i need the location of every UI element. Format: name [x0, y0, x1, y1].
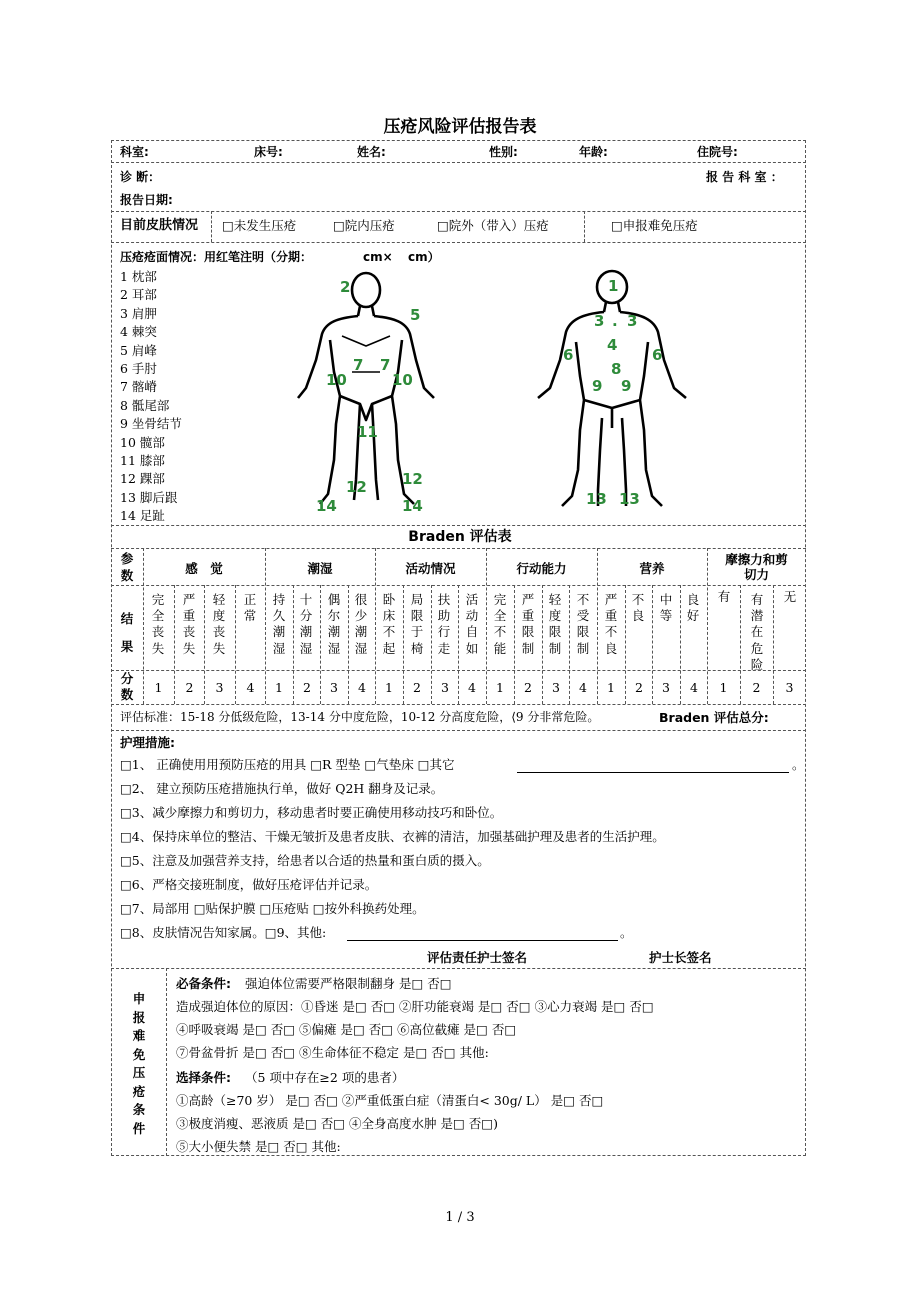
name-label: 姓名:	[357, 145, 386, 159]
braden-result-cell[interactable]: 轻度丧失	[212, 592, 226, 656]
other-9-fill-line[interactable]	[347, 940, 618, 941]
braden-score-cell[interactable]: 1	[385, 680, 393, 695]
front-marker: 10	[392, 371, 413, 389]
back-marker: 4	[607, 336, 618, 354]
back-marker: 8	[611, 360, 622, 378]
required-condition-line[interactable]: 造成强迫体位的原因：①昏迷 是□ 否□ ②肝功能衰竭 是□ 否□ ③心力衰竭 是□ 否□	[176, 999, 654, 1014]
care-end-1: 。	[792, 757, 805, 772]
optional-label: 选择条件:	[176, 1070, 231, 1085]
braden-result-cell[interactable]: 不受限制	[576, 592, 590, 656]
skin-option-inhospital[interactable]: □院内压疮	[333, 218, 395, 233]
back-marker: 13	[586, 490, 607, 508]
report-date-label: 报告日期:	[120, 193, 173, 207]
optional-condition-line[interactable]: ①高龄（≥70 岁） 是□ 否□ ②严重低蛋白症（清蛋白< 30g/ L） 是□ 否□	[176, 1093, 604, 1108]
braden-result-cell[interactable]: 严重限制	[521, 592, 535, 656]
braden-result-cell[interactable]: 扶助行走	[437, 592, 451, 656]
braden-result-cell[interactable]: 轻度限制	[548, 592, 562, 656]
braden-result-cell[interactable]: 持久潮湿	[272, 592, 286, 656]
braden-title: Braden 评估表	[408, 529, 512, 545]
page-title: 压疮风险评估报告表	[383, 117, 537, 137]
braden-score-cell[interactable]: 3	[662, 680, 670, 695]
declare-side-label: 申报难免压疮条件	[132, 991, 146, 1136]
braden-score-cell[interactable]: 1	[275, 680, 283, 695]
braden-group-friction-header: 摩擦力和剪切力	[725, 552, 788, 582]
care-heading: 护理措施:	[120, 735, 175, 750]
braden-result-cell[interactable]: 中等	[659, 592, 673, 624]
site-legend-item: 10 髋部	[120, 434, 165, 450]
param-label: 参数	[120, 551, 134, 583]
back-marker: 9	[621, 377, 632, 395]
optional-text: （5 项中存在≥2 项的患者）	[245, 1070, 405, 1085]
braden-result-cell[interactable]: 卧床不起	[382, 592, 396, 656]
care-item[interactable]: □3、减少摩擦力和剪切力，移动患者时要正确使用移动技巧和卧位。	[120, 805, 503, 820]
care-item[interactable]: □6、严格交接班制度，做好压疮评估并记录。	[120, 877, 378, 892]
back-marker: 3	[627, 312, 638, 330]
front-marker: 5	[410, 306, 421, 324]
back-marker: 6	[652, 346, 663, 364]
care-item[interactable]: □8、皮肤情况告知家属。□9、其他:	[120, 925, 327, 940]
braden-result-cell[interactable]: 严重不良	[604, 592, 618, 656]
site-legend-item: 4 棘突	[120, 324, 157, 340]
age-label: 年龄:	[579, 145, 608, 159]
score-label: 分数	[120, 671, 134, 702]
site-legend-item: 5 肩峰	[120, 342, 157, 358]
optional-condition-line[interactable]: ③极度消瘦、恶液质 是□ 否□ ④全身高度水肿 是□ 否□)	[176, 1116, 498, 1131]
braden-group-activity-header: 活动情况	[405, 561, 456, 576]
wound-cm-2: cm）	[408, 250, 440, 264]
admission-label: 住院号:	[697, 145, 738, 159]
site-legend-item: 11 膝部	[120, 453, 165, 469]
braden-score-cell[interactable]: 1	[154, 680, 163, 695]
skin-label: 目前皮肤情况	[120, 218, 199, 233]
braden-total-label: Braden 评估总分:	[659, 710, 769, 725]
front-marker: 14	[316, 497, 337, 515]
braden-result-cell[interactable]: 局限于椅	[410, 592, 424, 656]
dept-label: 科室:	[120, 145, 149, 159]
braden-score-cell[interactable]: 3	[215, 680, 224, 695]
braden-score-cell[interactable]: 4	[358, 680, 366, 695]
braden-group-sensory-header: 感 觉	[185, 561, 223, 576]
braden-score-cell[interactable]: 1	[496, 680, 504, 695]
braden-score-cell[interactable]: 1	[607, 680, 615, 695]
back-marker: 6	[563, 346, 574, 364]
page-number: 1 / 3	[445, 1210, 475, 1225]
skin-option-external[interactable]: □院外（带入）压疮	[437, 218, 549, 233]
site-legend-item: 13 脚后跟	[120, 489, 178, 505]
required-condition-line[interactable]: ④呼吸衰竭 是□ 否□ ⑤偏瘫 是□ 否□ ⑥高位截瘫 是□ 否□	[176, 1022, 517, 1037]
braden-score-cell[interactable]: 2	[413, 680, 421, 695]
braden-score-cell[interactable]: 3	[552, 680, 560, 695]
back-marker: 3	[594, 312, 605, 330]
nurse-signature-label: 评估责任护士签名	[427, 950, 528, 965]
braden-result-cell[interactable]: 完全不能	[493, 592, 507, 656]
braden-result-cell[interactable]: 不良	[631, 592, 645, 624]
site-legend-item: 12 踝部	[120, 471, 165, 487]
front-marker: 10	[326, 371, 347, 389]
bed-label: 床号:	[254, 145, 283, 159]
braden-score-cell[interactable]: 2	[303, 680, 311, 695]
site-legend-item: 7 髂嵴	[120, 379, 157, 395]
back-marker: .	[612, 312, 618, 330]
braden-result-cell[interactable]: 十分潮湿	[299, 592, 313, 656]
site-legend-item: 1 枕部	[120, 269, 157, 284]
front-marker: 12	[402, 470, 423, 488]
front-marker: 14	[402, 497, 423, 515]
care-item[interactable]: □7、局部用 □贴保护膜 □压疮贴 □按外科换药处理。	[120, 901, 425, 916]
site-legend-item: 14 足趾	[120, 508, 165, 524]
back-marker: 13	[619, 490, 640, 508]
head-nurse-signature-label: 护士长签名	[649, 950, 712, 965]
braden-score-cell[interactable]: 3	[785, 680, 794, 695]
skin-option-unavoidable[interactable]: □申报难免压疮	[611, 218, 698, 233]
front-marker: 7	[353, 356, 364, 374]
back-marker: 9	[592, 377, 603, 395]
care-item[interactable]: □2、 建立预防压疮措施执行单，做好 Q2H 翻身及记录。	[120, 781, 444, 796]
back-body-figure	[538, 271, 686, 506]
front-marker: 11	[357, 423, 378, 441]
braden-score-cell[interactable]: 4	[579, 680, 587, 695]
braden-group-moisture-header: 潮湿	[307, 561, 333, 576]
diagnosis-label: 诊 断：	[120, 170, 161, 184]
braden-result-cell[interactable]: 有	[717, 589, 731, 604]
braden-result-cell[interactable]: 活动自如	[465, 592, 479, 656]
site-legend-item: 9 坐骨结节	[120, 416, 182, 432]
braden-result-cell[interactable]: 偶尔潮湿	[327, 592, 341, 656]
report-dept-label: 报 告 科 室 ：	[706, 170, 783, 184]
wound-heading: 压疮疮面情况：用红笔注明（分期：	[120, 250, 313, 264]
required-condition-line[interactable]: ⑦骨盆骨折 是□ 否□ ⑧生命体征不稳定 是□ 否□ 其他:	[176, 1045, 489, 1060]
care-item[interactable]: □5、注意及加强营养支持，给患者以合适的热量和蛋白质的摄入。	[120, 853, 490, 868]
braden-result-cell[interactable]: 无	[783, 589, 797, 604]
braden-score-cell[interactable]: 2	[752, 680, 761, 695]
braden-result-cell[interactable]: 完全丧失	[151, 592, 165, 656]
braden-group-mobility-header: 行动能力	[516, 561, 567, 576]
front-marker: 7	[380, 356, 391, 374]
site-legend-item: 2 耳部	[120, 287, 157, 303]
braden-score-cell[interactable]: 3	[330, 680, 338, 695]
braden-result-cell[interactable]: 正常	[243, 592, 257, 624]
braden-score-cell[interactable]: 2	[524, 680, 532, 695]
result-label: 结果	[120, 611, 134, 654]
front-marker: 12	[346, 478, 367, 496]
care-item[interactable]: □1、 正确使用用预防压疮的用具 □R 型垫 □气垫床 □其它	[120, 757, 455, 772]
braden-result-cell[interactable]: 有潜在危险	[750, 592, 764, 672]
site-legend-item: 3 肩胛	[120, 305, 157, 321]
braden-score-cell[interactable]: 4	[690, 680, 698, 695]
site-legend-item: 6 手肘	[120, 361, 157, 377]
braden-score-cell[interactable]: 1	[719, 680, 728, 695]
required-text: 强迫体位需要严格限制翻身 是□ 否□	[245, 976, 452, 991]
required-label: 必备条件:	[176, 976, 231, 991]
site-legend-item: 8 骶尾部	[120, 397, 170, 413]
back-marker: 1	[608, 277, 619, 295]
skin-option-none[interactable]: □未发生压疮	[222, 218, 297, 233]
braden-result-cell[interactable]: 严重丧失	[182, 592, 196, 656]
braden-score-cell[interactable]: 3	[441, 680, 449, 695]
optional-condition-line[interactable]: ⑤大小便失禁 是□ 否□ 其他:	[176, 1139, 341, 1154]
care-item[interactable]: □4、保持床单位的整洁、干燥无皱折及患者皮肤、衣裤的清洁，加强基础护理及患者的生活护理。	[120, 829, 665, 844]
braden-result-cell[interactable]: 良好	[686, 592, 700, 624]
wound-cm-1: cm×	[363, 250, 393, 264]
braden-result-cell[interactable]: 很少潮湿	[354, 592, 368, 656]
braden-score-cell[interactable]: 4	[246, 680, 255, 695]
care-end-9: 。	[620, 925, 633, 940]
front-marker: 2	[340, 278, 351, 296]
other-fill-line[interactable]	[517, 772, 789, 773]
braden-score-cell[interactable]: 2	[185, 680, 194, 695]
sex-label: 性别:	[489, 145, 518, 159]
braden-score-cell[interactable]: 2	[635, 680, 643, 695]
braden-standard: 评估标准：15-18 分低级危险，13-14 分中度危险，10-12 分高度危险，⟨9 分非常危险。	[120, 710, 600, 724]
braden-group-nutrition-header: 营养	[639, 561, 665, 576]
braden-score-cell[interactable]: 4	[468, 680, 476, 695]
